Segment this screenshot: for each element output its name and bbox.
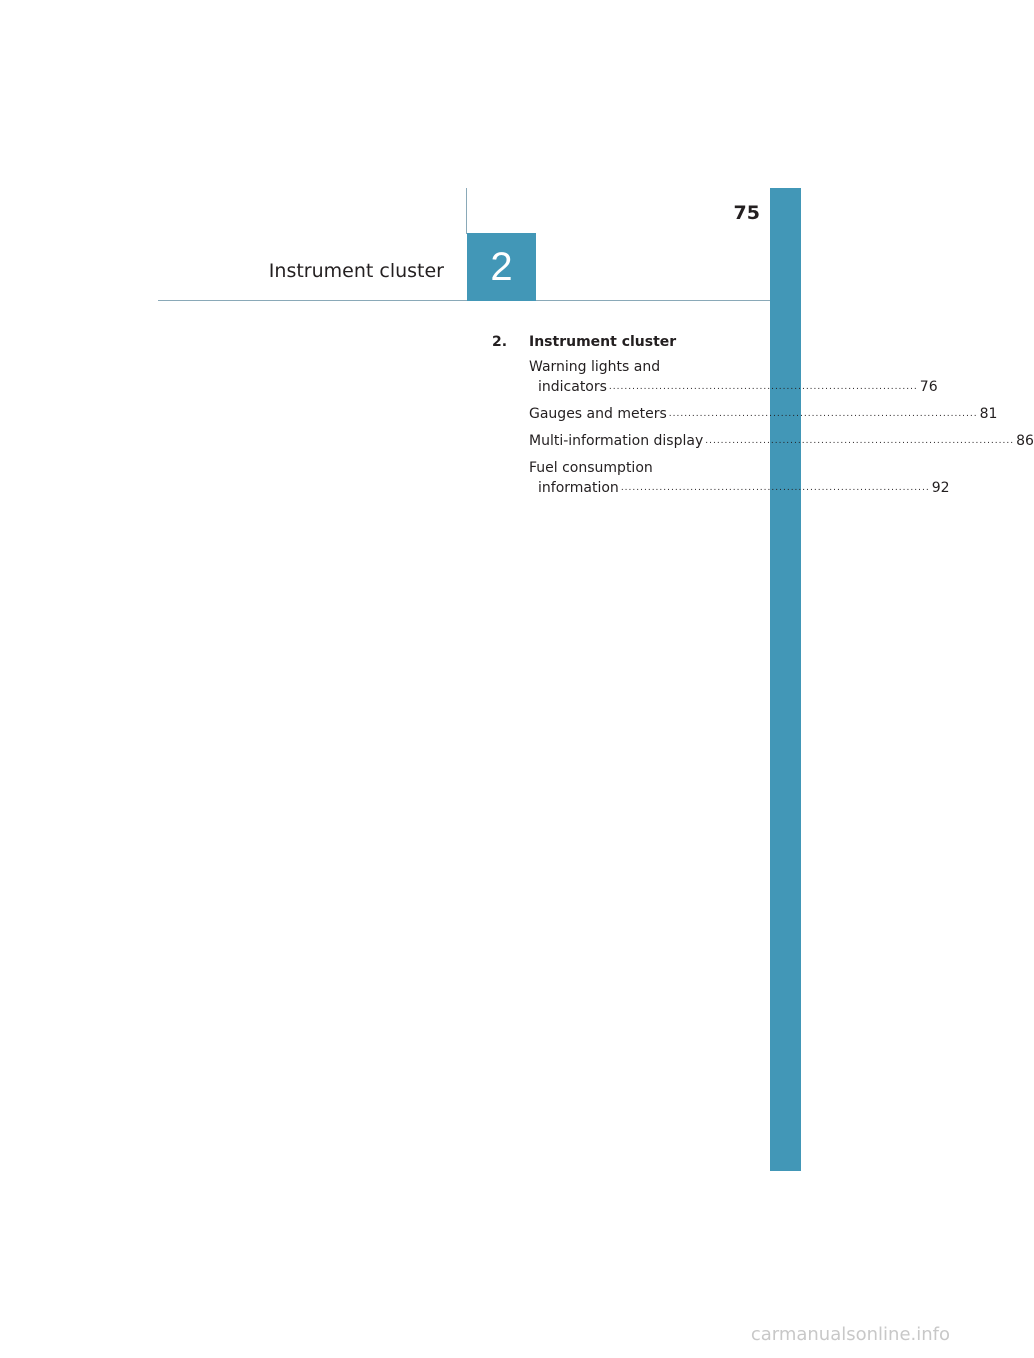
toc-entry-fuel-consumption[interactable] — [529, 458, 950, 498]
toc-entry-gauges-meters[interactable] — [529, 404, 998, 424]
header-horizontal-rule — [158, 300, 770, 301]
toc-section-number: 2. — [492, 334, 508, 350]
toc-entry-multi-information-display[interactable] — [529, 431, 1034, 451]
toc-entry-page: 76 — [919, 379, 938, 395]
header-vertical-rule — [466, 188, 467, 234]
chapter-title: Instrument cluster — [268, 260, 444, 282]
dot-leader: ................................................................................ — [608, 382, 918, 392]
toc-entry-label-line2: indicators — [538, 379, 607, 395]
toc-entry-list — [529, 357, 1034, 498]
toc-entry-warning-lights[interactable] — [529, 357, 938, 397]
page-number: 75 — [733, 202, 760, 224]
dot-leader: ................................................................................ — [620, 483, 930, 493]
dot-leader: ................................................................................ — [705, 436, 1015, 446]
toc-section-heading — [492, 334, 740, 350]
dot-leader: ................................................................................ — [668, 409, 978, 419]
toc-entry-label-line2: information — [538, 480, 619, 496]
toc-entry-page: 81 — [979, 406, 998, 422]
toc-entry-page: 92 — [931, 480, 950, 496]
chapter-number: 2 — [490, 244, 513, 289]
toc-entry-label-line1: Fuel consumption — [529, 460, 653, 476]
watermark: carmanualsonline.info — [750, 1324, 950, 1345]
chapter-number-box — [467, 233, 536, 301]
table-of-contents — [492, 334, 1034, 505]
toc-entry-label-line1: Warning lights and — [529, 359, 661, 375]
toc-entry-label: Gauges and meters — [529, 406, 667, 422]
toc-entry-label: Multi-information display — [529, 433, 704, 449]
toc-section-title: Instrument cluster — [529, 334, 677, 350]
toc-entry-page: 86 — [1016, 433, 1034, 449]
chapter-side-tab — [770, 188, 801, 1171]
